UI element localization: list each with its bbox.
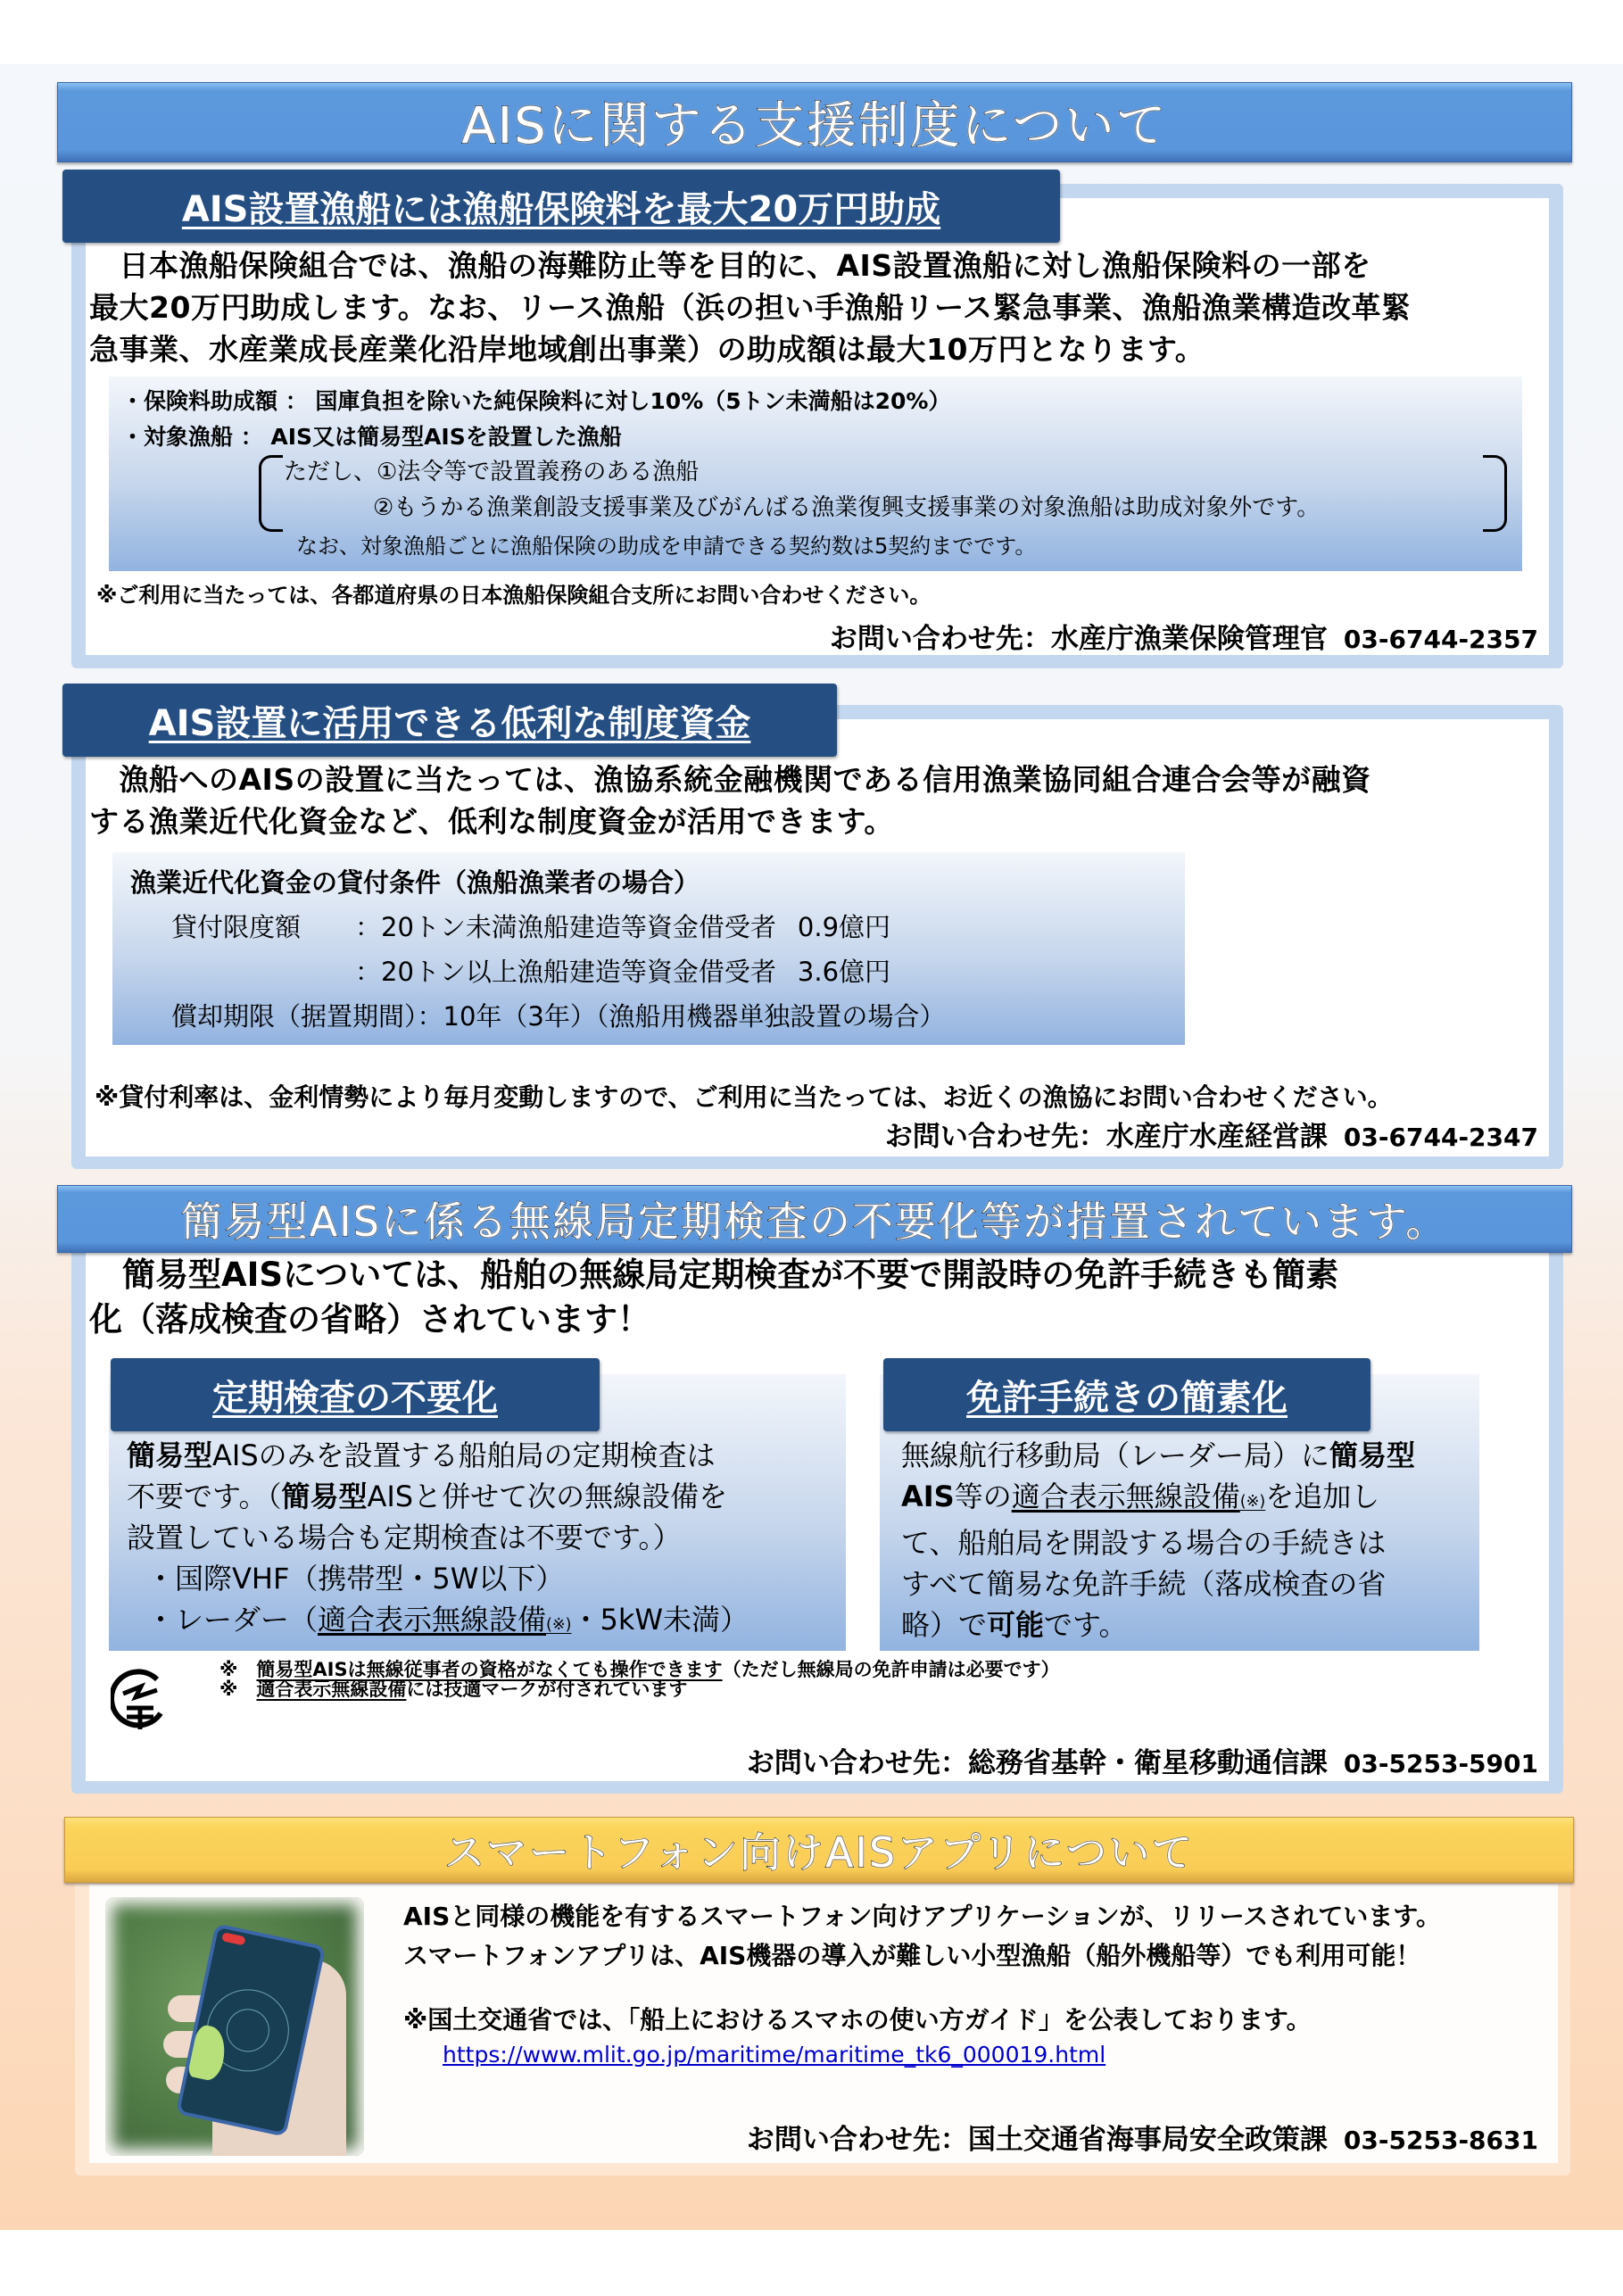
bold-term: 簡易型 xyxy=(281,1480,368,1513)
loan-limit-row xyxy=(355,952,890,989)
text: には技適マークが付されています xyxy=(406,1678,688,1700)
app-badge xyxy=(221,1932,246,1945)
contact-phone: 03-5253-5901 xyxy=(1343,1749,1538,1778)
note-mark: ※ xyxy=(219,1678,238,1700)
underlined-term: 適合表示無線設備 xyxy=(256,1678,407,1700)
bold-term: 簡易型 xyxy=(1329,1438,1416,1472)
contact-label: お問い合わせ先：総務省基幹・衛星移動通信課 xyxy=(746,1747,1328,1779)
contact-phone: 03-6744-2347 xyxy=(1343,1123,1538,1152)
text: 略）で xyxy=(901,1608,988,1642)
underlined-term: 適合表示無線設備 xyxy=(1011,1480,1240,1513)
section2-title: AIS設置に活用できる低利な制度資金 xyxy=(148,702,751,744)
contact-label: お問い合わせ先：国土交通省海事局安全政策課 xyxy=(746,2124,1328,2156)
text: AISのみを設置する船舶局の定期検査は xyxy=(212,1438,716,1472)
license-simplify-body xyxy=(901,1435,1415,1645)
footnote-mark: (※) xyxy=(1239,1493,1266,1511)
guide-note: ※国土交通省では、「船上におけるスマホの使い方ガイド」を公表しております。 xyxy=(403,2005,1312,2035)
section2-contact xyxy=(885,1114,1538,1154)
text: て、船舶局を開設する場合の手続きは xyxy=(901,1526,1387,1560)
subsidy-details-box xyxy=(109,377,1522,571)
intro-line: 漁船へのAISの設置に当たっては、漁協系統金融機関である信用漁業協同組合連合会等が融資 xyxy=(89,762,1371,797)
note-mark: ※ xyxy=(219,1659,238,1680)
main-title: AISに関する支援制度について xyxy=(461,97,1168,155)
intro-line: 化（落成検査の省略）されています！ xyxy=(89,1300,650,1339)
loan-limit-label: 貸付限度額 xyxy=(171,912,302,942)
underlined-term: 簡易型AISは無線従事者の資格がなくても操作できます xyxy=(256,1659,723,1680)
intro-line: 日本漁船保険組合では、漁船の海難防止等を目的に、AIS設置漁船に対し漁船保険料の一部を xyxy=(89,248,1371,283)
bold-term: AIS xyxy=(901,1480,955,1513)
section1-contact xyxy=(830,616,1538,656)
section2-tab xyxy=(62,684,837,757)
section1-note: ※ご利用に当たっては、各都道府県の日本漁船保険組合支所にお問い合わせください。 xyxy=(96,583,932,608)
repayment-row xyxy=(171,997,945,1033)
text: AISと併せて次の無線設備を xyxy=(367,1480,728,1513)
smartphone-ais-app-photo xyxy=(105,1897,364,2156)
bold-term: 簡易型 xyxy=(127,1438,213,1472)
loan-box-title: 漁業近代化資金の貸付条件（漁船漁業者の場合） xyxy=(130,867,700,898)
guide-link[interactable]: https://www.mlit.go.jp/maritime/maritime_tk6_000019.html xyxy=(443,2042,1106,2068)
section3-title: 簡易型AISに係る無線局定期検査の不要化等が措置されています。 xyxy=(180,1198,1449,1246)
text: 無線航行移動局（レーダー局）に xyxy=(901,1438,1330,1472)
footnote-mark: (※) xyxy=(546,1616,572,1634)
exception-2: ②もうかる漁業創設支援事業及びがんばる漁業復興支援事業の対象漁船は助成対象外です。 xyxy=(373,494,1321,521)
contact-label: お問い合わせ先：水産庁水産経営課 xyxy=(884,1121,1328,1153)
exception-1: ただし、①法令等で設置義務のある漁船 xyxy=(284,459,700,485)
repayment-value: ：10年（3年）（漁船用機器単独設置の場合） xyxy=(417,1001,946,1032)
body-line: スマートフォンアプリは、AIS機器の導入が難しい小型漁船（船外機船等）でも利用可能！ xyxy=(403,1941,1421,1970)
section1-intro xyxy=(89,245,1553,370)
footnote xyxy=(219,1660,1060,1679)
contact-label: お問い合わせ先：水産庁漁業保険管理官 xyxy=(829,623,1328,655)
section3-contact xyxy=(747,1740,1538,1780)
text: すべて簡易な免許手続（落成検査の省 xyxy=(901,1567,1387,1601)
text: ・5kW未満） xyxy=(571,1603,749,1637)
repayment-label: 償却期限（据置期間） xyxy=(171,1001,418,1032)
equipment-item xyxy=(127,1599,749,1645)
contact-phone: 03-6744-2357 xyxy=(1343,625,1538,654)
text: ・レーダー（ xyxy=(146,1603,319,1637)
license-simplify-tab xyxy=(883,1358,1370,1431)
intro-line: 急事業、水産業成長産業化沿岸地域創出事業）の助成額は最大10万円となります。 xyxy=(89,332,1205,367)
section1-title: AIS設置漁船には漁船保険料を最大20万円助成 xyxy=(181,188,941,230)
left-bracket xyxy=(259,455,283,532)
loan-limit-amount: 0.9億円 xyxy=(797,912,891,942)
target-vessels: ・対象漁船 ： AIS又は簡易型AISを設置した漁船 xyxy=(121,424,622,450)
inspection-exempt-body xyxy=(127,1435,749,1645)
license-simplify-title: 免許手続きの簡素化 xyxy=(966,1377,1288,1419)
right-bracket xyxy=(1483,455,1507,532)
contract-limit: なお、対象漁船ごとに漁船保険の助成を申請できる契約数は5契約までです。 xyxy=(296,534,1037,559)
footnote xyxy=(219,1679,1060,1699)
loan-limit-row xyxy=(355,908,890,944)
intro-line: 最大20万円助成します。なお、リース漁船（浜の担い手漁船リース緊急事業、漁船漁業構造改革緊 xyxy=(89,290,1412,325)
giteki-mark-icon xyxy=(111,1667,170,1735)
section2-note: ※貸付利率は、金利情勢により毎月変動しますので、ご利用に当たっては、お近くの漁協にお問い合わせください。 xyxy=(95,1082,1393,1112)
intro-line: する漁業近代化資金など、低利な制度資金が活用できます。 xyxy=(89,804,894,839)
section4-body xyxy=(403,1897,1441,1976)
section4-title: スマートフォン向けAISアプリについて xyxy=(443,1828,1195,1877)
text: です。 xyxy=(1044,1608,1128,1642)
section3-intro xyxy=(89,1253,1553,1342)
inspection-exempt-title: 定期検査の不要化 xyxy=(212,1377,498,1419)
main-title-banner xyxy=(57,82,1572,162)
section2-intro xyxy=(89,758,1553,842)
loan-limit-text: ：20トン未満漁船建造等資金借受者 xyxy=(355,912,776,942)
text: 設置している場合も定期検査は不要です。） xyxy=(127,1521,682,1554)
loan-conditions-box xyxy=(112,852,1185,1045)
section4-contact xyxy=(747,2117,1538,2157)
underlined-term: 適合表示無線設備 xyxy=(318,1603,547,1637)
subsidy-amount: ・保険料助成額 ： 国庫負担を除いた純保険料に対し10%（5トン未満船は20%） xyxy=(121,388,951,414)
section1-tab xyxy=(62,170,1060,243)
contact-phone: 03-5253-8631 xyxy=(1343,2126,1538,2155)
bold-term: 可能 xyxy=(987,1608,1045,1642)
loan-limit-amount: 3.6億円 xyxy=(797,957,891,987)
body-line: AISと同様の機能を有するスマートフォン向けアプリケーションが、リリースされています。 xyxy=(403,1902,1442,1931)
text: 不要です。（ xyxy=(127,1480,282,1513)
section3-banner xyxy=(57,1185,1572,1253)
intro-line: 簡易型AISについては、船舶の無線局定期検査が不要で開設時の免許手続きも簡素 xyxy=(89,1256,1339,1294)
text: を追加し xyxy=(1265,1480,1380,1513)
section3-footnotes xyxy=(219,1660,1060,1699)
equipment-item: ・国際VHF（携帯型・5W以下） xyxy=(146,1562,565,1596)
section4-banner xyxy=(64,1817,1574,1883)
text: （ただし無線局の免許申請は必要です） xyxy=(722,1659,1060,1680)
inspection-exempt-tab xyxy=(111,1358,600,1431)
loan-limit-text: ：20トン以上漁船建造等資金借受者 xyxy=(355,957,776,987)
text: 等の xyxy=(954,1480,1012,1513)
